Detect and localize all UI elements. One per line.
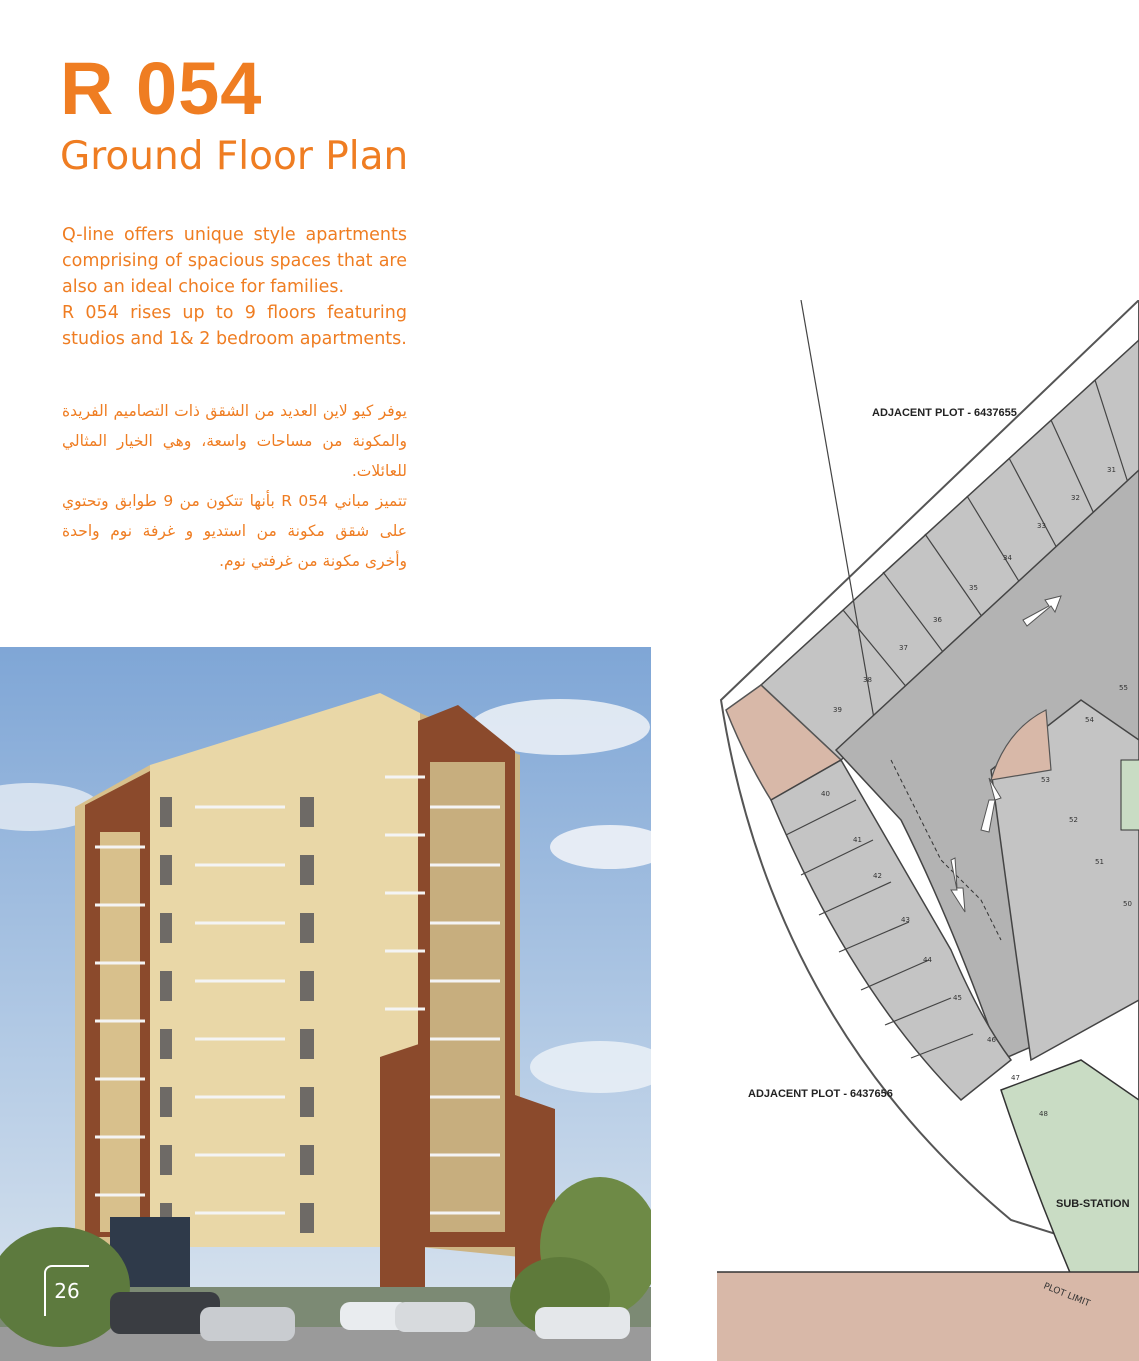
page-number: 26 <box>54 1279 80 1303</box>
bay-number: 31 <box>1107 466 1116 474</box>
bay-number: 50 <box>1123 900 1132 908</box>
bay-number: 51 <box>1095 858 1104 866</box>
plot-limit-label: PLOT LIMIT <box>1041 1281 1092 1310</box>
description-en-paragraph-2: R 054 rises up to 9 floors featuring studios and 1& 2 bedroom apartments. <box>62 303 407 349</box>
description-en-paragraph-1: Q-line offers unique style apartments comprising of spacious spaces that are also an ideal choice for families. <box>62 225 407 297</box>
adjacent-plot-left-label: ADJACENT PLOT - 6437656 <box>748 1088 893 1100</box>
bay-number: 54 <box>1085 716 1094 724</box>
bay-number: 52 <box>1069 816 1078 824</box>
adjacent-plot-top-label: ADJACENT PLOT - 6437655 <box>872 407 1017 419</box>
building-code-title: R 054 <box>60 47 263 130</box>
bay-number: 55 <box>1119 684 1128 692</box>
description-ar-paragraph-1: يوفر كيو لاين العديد من الشقق ذات التصاميم الفريدة والمكونة من مساحات واسعة، وهي الخيار المثالي للعائلات. <box>62 402 407 480</box>
description-english <box>62 222 407 352</box>
page-number-badge <box>44 1265 90 1317</box>
bay-number: 38 <box>863 676 872 684</box>
bay-number: 44 <box>923 956 932 964</box>
bay-number: 48 <box>1039 1110 1048 1118</box>
bay-number: 32 <box>1071 494 1080 502</box>
bay-number: 35 <box>969 584 978 592</box>
bay-number: 37 <box>899 644 908 652</box>
description-ar-paragraph-2: تتميز مباني R 054 بأنها تتكون من 9 طوابق وتحتوي على شقق مكونة من استديو و غرفة نوم واحدة وأخرى مكونة من غرفتي نوم. <box>62 492 407 570</box>
bay-number: 43 <box>901 916 910 924</box>
bay-number: 46 <box>987 1036 996 1044</box>
ground-floor-site-plan <box>651 300 1139 1361</box>
bay-number: 34 <box>1003 554 1012 562</box>
bay-number: 53 <box>1041 776 1050 784</box>
plan-subtitle: Ground Floor Plan <box>60 134 409 179</box>
bay-number: 41 <box>853 836 862 844</box>
building-photo <box>0 647 651 1361</box>
bay-number: 39 <box>833 706 842 714</box>
bay-number: 47 <box>1011 1074 1020 1082</box>
bay-number: 45 <box>953 994 962 1002</box>
bay-number: 36 <box>933 616 942 624</box>
description-arabic <box>62 396 407 576</box>
bay-number: 42 <box>873 872 882 880</box>
bay-number: 33 <box>1037 522 1046 530</box>
substation-label: SUB-STATION <box>1056 1198 1130 1210</box>
bay-number: 40 <box>821 790 830 798</box>
